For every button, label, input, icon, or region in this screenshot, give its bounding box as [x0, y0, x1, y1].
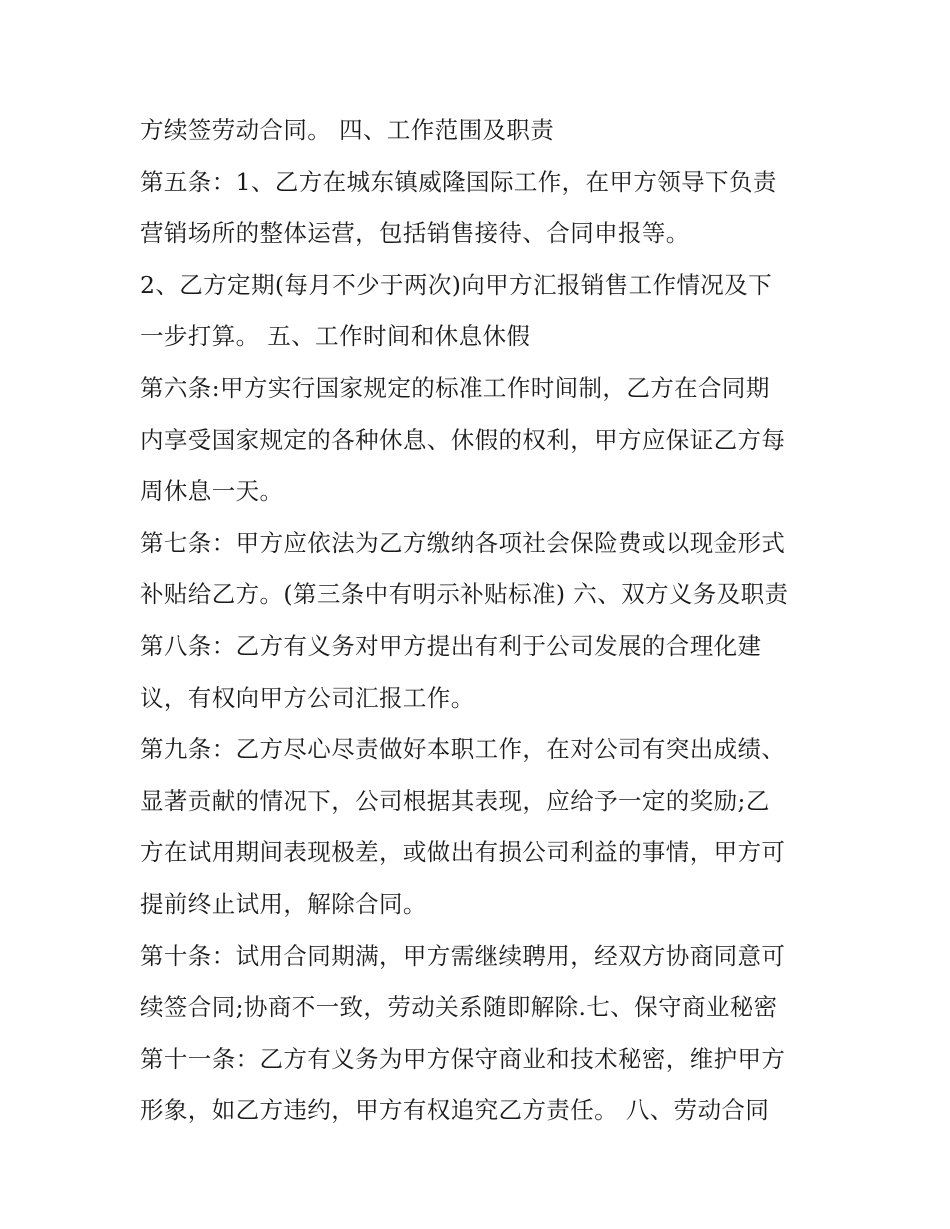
text-line: 2、乙方定期(每月不少于两次)向甲方汇报销售工作情况及下	[140, 270, 772, 299]
text-line: 第六条:甲方实行国家规定的标准工作时间制，乙方在合同期	[140, 373, 770, 402]
text-line: 形象，如乙方违约，甲方有权追究乙方责任。 八、劳动合同	[140, 1096, 770, 1125]
text-line: 一步打算。 五、工作时间和休息休假	[140, 322, 531, 351]
text-line: 议，有权向甲方公司汇报工作。	[140, 683, 475, 712]
text-line: 第九条：乙方尽心尽责做好本职工作，在对公司有突出成绩、	[140, 735, 786, 764]
text-line: 第十条：试用合同期满，甲方需继续聘用，经双方协商同意可	[140, 941, 786, 970]
text-line: 第七条：甲方应依法为乙方缴纳各项社会保险费或以现金形式	[140, 528, 786, 557]
text-line: 提前终止试用，解除合同。	[140, 889, 427, 918]
text-line: 第十一条：乙方有义务为甲方保守商业和技术秘密，维护甲方	[140, 1044, 786, 1073]
text-line: 第八条：乙方有义务对甲方提出有利于公司发展的合理化建	[140, 631, 762, 660]
text-line: 周休息一天。	[140, 477, 284, 506]
text-line: 补贴给乙方。(第三条中有明示补贴标准) 六、双方义务及职责	[140, 580, 789, 609]
text-line: 显著贡献的情况下，公司根据其表现，应给予一定的奖励;乙	[140, 786, 770, 815]
text-line: 内享受国家规定的各种休息、休假的权利，甲方应保证乙方每	[140, 425, 786, 454]
contract-body-text	[140, 108, 830, 1140]
text-line: 方在试用期间表现极差，或做出有损公司利益的事情，甲方可	[140, 838, 786, 867]
text-line: 方续签劳动合同。 四、工作范围及职责	[140, 116, 555, 144]
text-line: 第五条：1、乙方在城东镇威隆国际工作，在甲方领导下负责	[140, 167, 777, 196]
text-line: 续签合同;协商不一致，劳动关系随即解除.七、保守商业秘密	[140, 993, 778, 1022]
text-line: 营销场所的整体运营，包括销售接待、合同申报等。	[140, 219, 690, 248]
